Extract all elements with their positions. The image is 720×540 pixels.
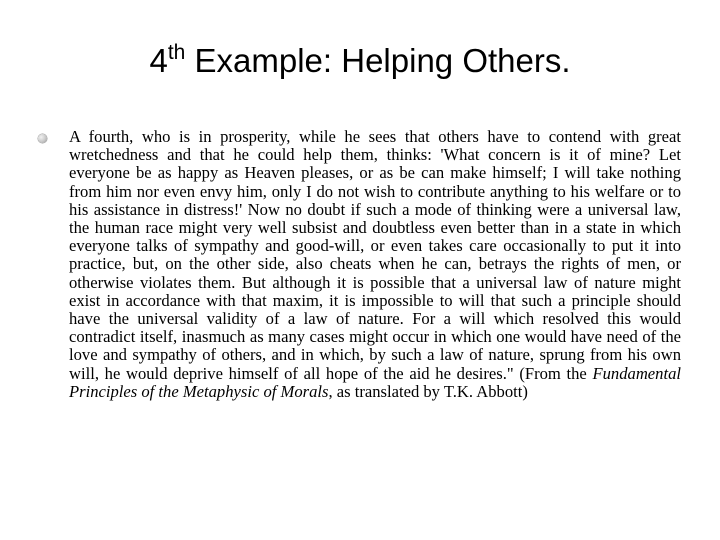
slide-title	[0, 42, 720, 80]
quote-text: A fourth, who is in prosperity, while he sees that others have to contend with great wretchedness and that he could help them, thinks: 'What concern is it of mine? Let everyone be as happy as Heaven pleases, or as be can make himself; I will take nothing from him nor even envy him, only I do not wish to contribute anything to his welfare or to his assistance in distress!' Now no doubt if such a mode of thinking were a universal law, the human race might very well subsist and doubtless even better than in a state in which everyone talks of sympathy and good-will, or even takes care occasionally to put it into practice, but, on the other side, also cheats when he can, betrays the rights of men, or otherwise violates them. But although it is possible that a universal law of nature might exist in accordance with that maxim, it is impossible to will that such a principle should have the universal validity of a law of nature. For a will which resolved this would contradict itself, inasmuch as many cases might occur in which one would have need of the love and sympathy of others, and in which, by such a law of nature, sprung from his own will, he would deprive himself of all hope of the aid he desires." (From the	[69, 127, 681, 383]
source-book-title: Fundamental Principles of the Metaphysic of Morals	[69, 363, 681, 401]
title-ordinal-suffix: th	[167, 41, 186, 64]
title-number: 4	[149, 42, 168, 79]
quote-paragraph	[69, 128, 681, 401]
title-text: Example: Helping Others.	[185, 42, 571, 79]
bullet-icon	[38, 134, 47, 143]
source-attribution: , as translated by T.K. Abbott)	[328, 381, 528, 401]
